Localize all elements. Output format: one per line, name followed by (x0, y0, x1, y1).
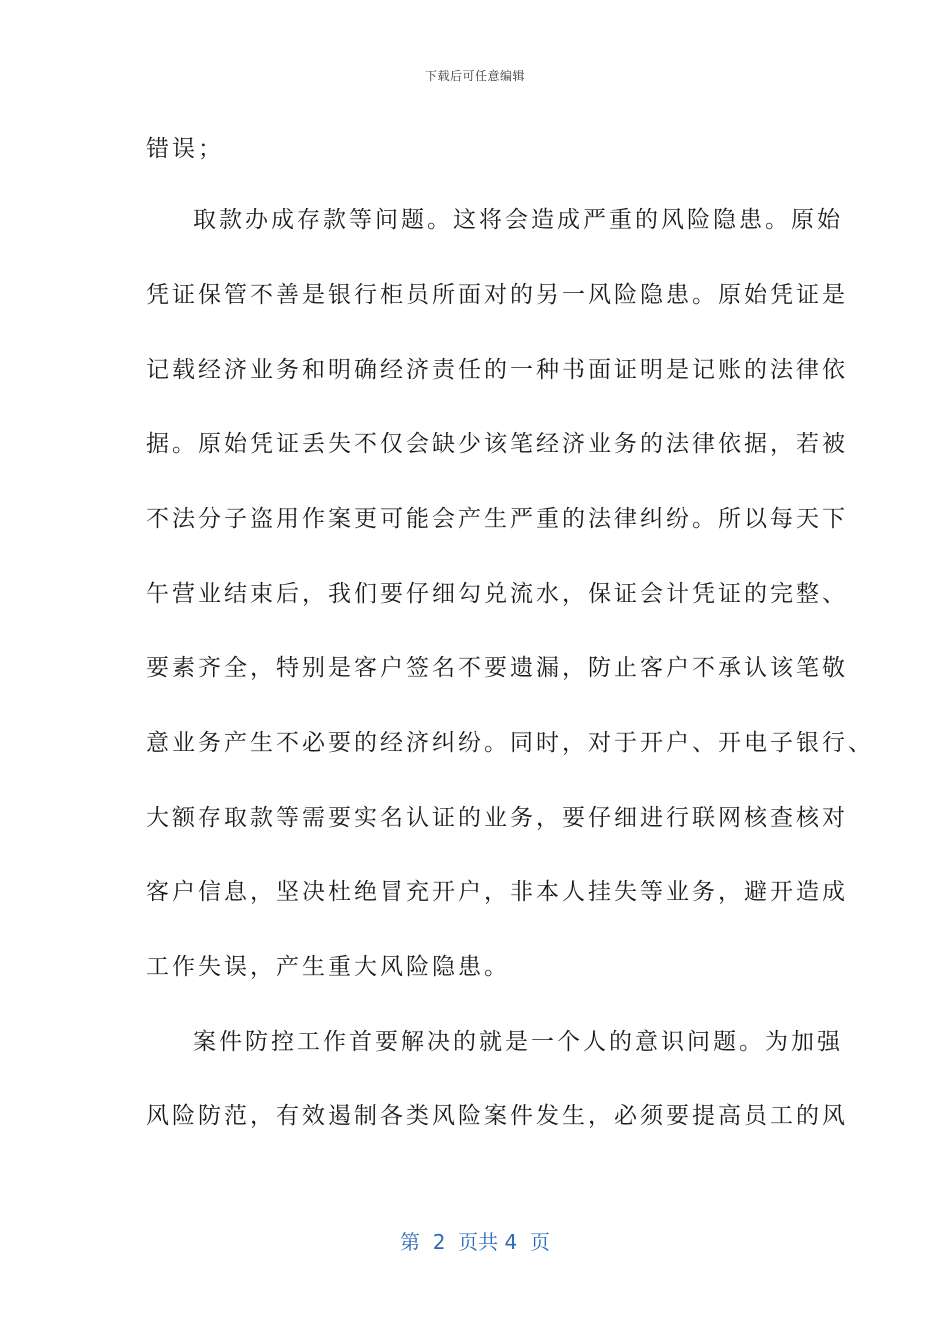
text-line: 大额存取款等需要实名认证的业务，要仔细进行联网核查核对 (146, 805, 848, 831)
text-line: 工作失误，产生重大风险隐患。 (146, 954, 510, 980)
text-line: 要素齐全，特别是客户签名不要遗漏，防止客户不承认该笔敬 (146, 655, 848, 681)
text-line: 记载经济业务和明确经济责任的一种书面证明是记账的法律依 (146, 357, 848, 383)
text-line: 午营业结束后，我们要仔细勾兑流水，保证会计凭证的完整、 (146, 581, 848, 607)
text-line: 客户信息，坚决杜绝冒充开户，非本人挂失等业务，避开造成 (146, 879, 848, 905)
text-line: 据。原始凭证丢失不仅会缺少该笔经济业务的法律依据，若被 (146, 431, 848, 457)
text-line: 风险防范，有效遏制各类风险案件发生，必须要提高员工的风 (146, 1103, 848, 1129)
page-header: 下载后可任意编辑 (424, 69, 525, 83)
text-line: 不法分子盗用作案更可能会产生严重的法律纠纷。所以每天下 (146, 506, 848, 532)
text-line: 凭证保管不善是银行柜员所面对的另一风险隐患。原始凭证是 (146, 282, 848, 308)
page-number-footer: 第 2 页共 4 页 (400, 1230, 550, 1254)
text-line: 错误； (146, 136, 224, 162)
text-line: 意业务产生不必要的经济纠纷。同时，对于开户、开电子银行、 (146, 730, 874, 756)
paragraph-first-line: 案件防控工作首要解决的就是一个人的意识问题。为加强 (193, 1029, 843, 1055)
paragraph-first-line: 取款办成存款等问题。这将会造成严重的风险隐患。原始 (193, 207, 843, 233)
